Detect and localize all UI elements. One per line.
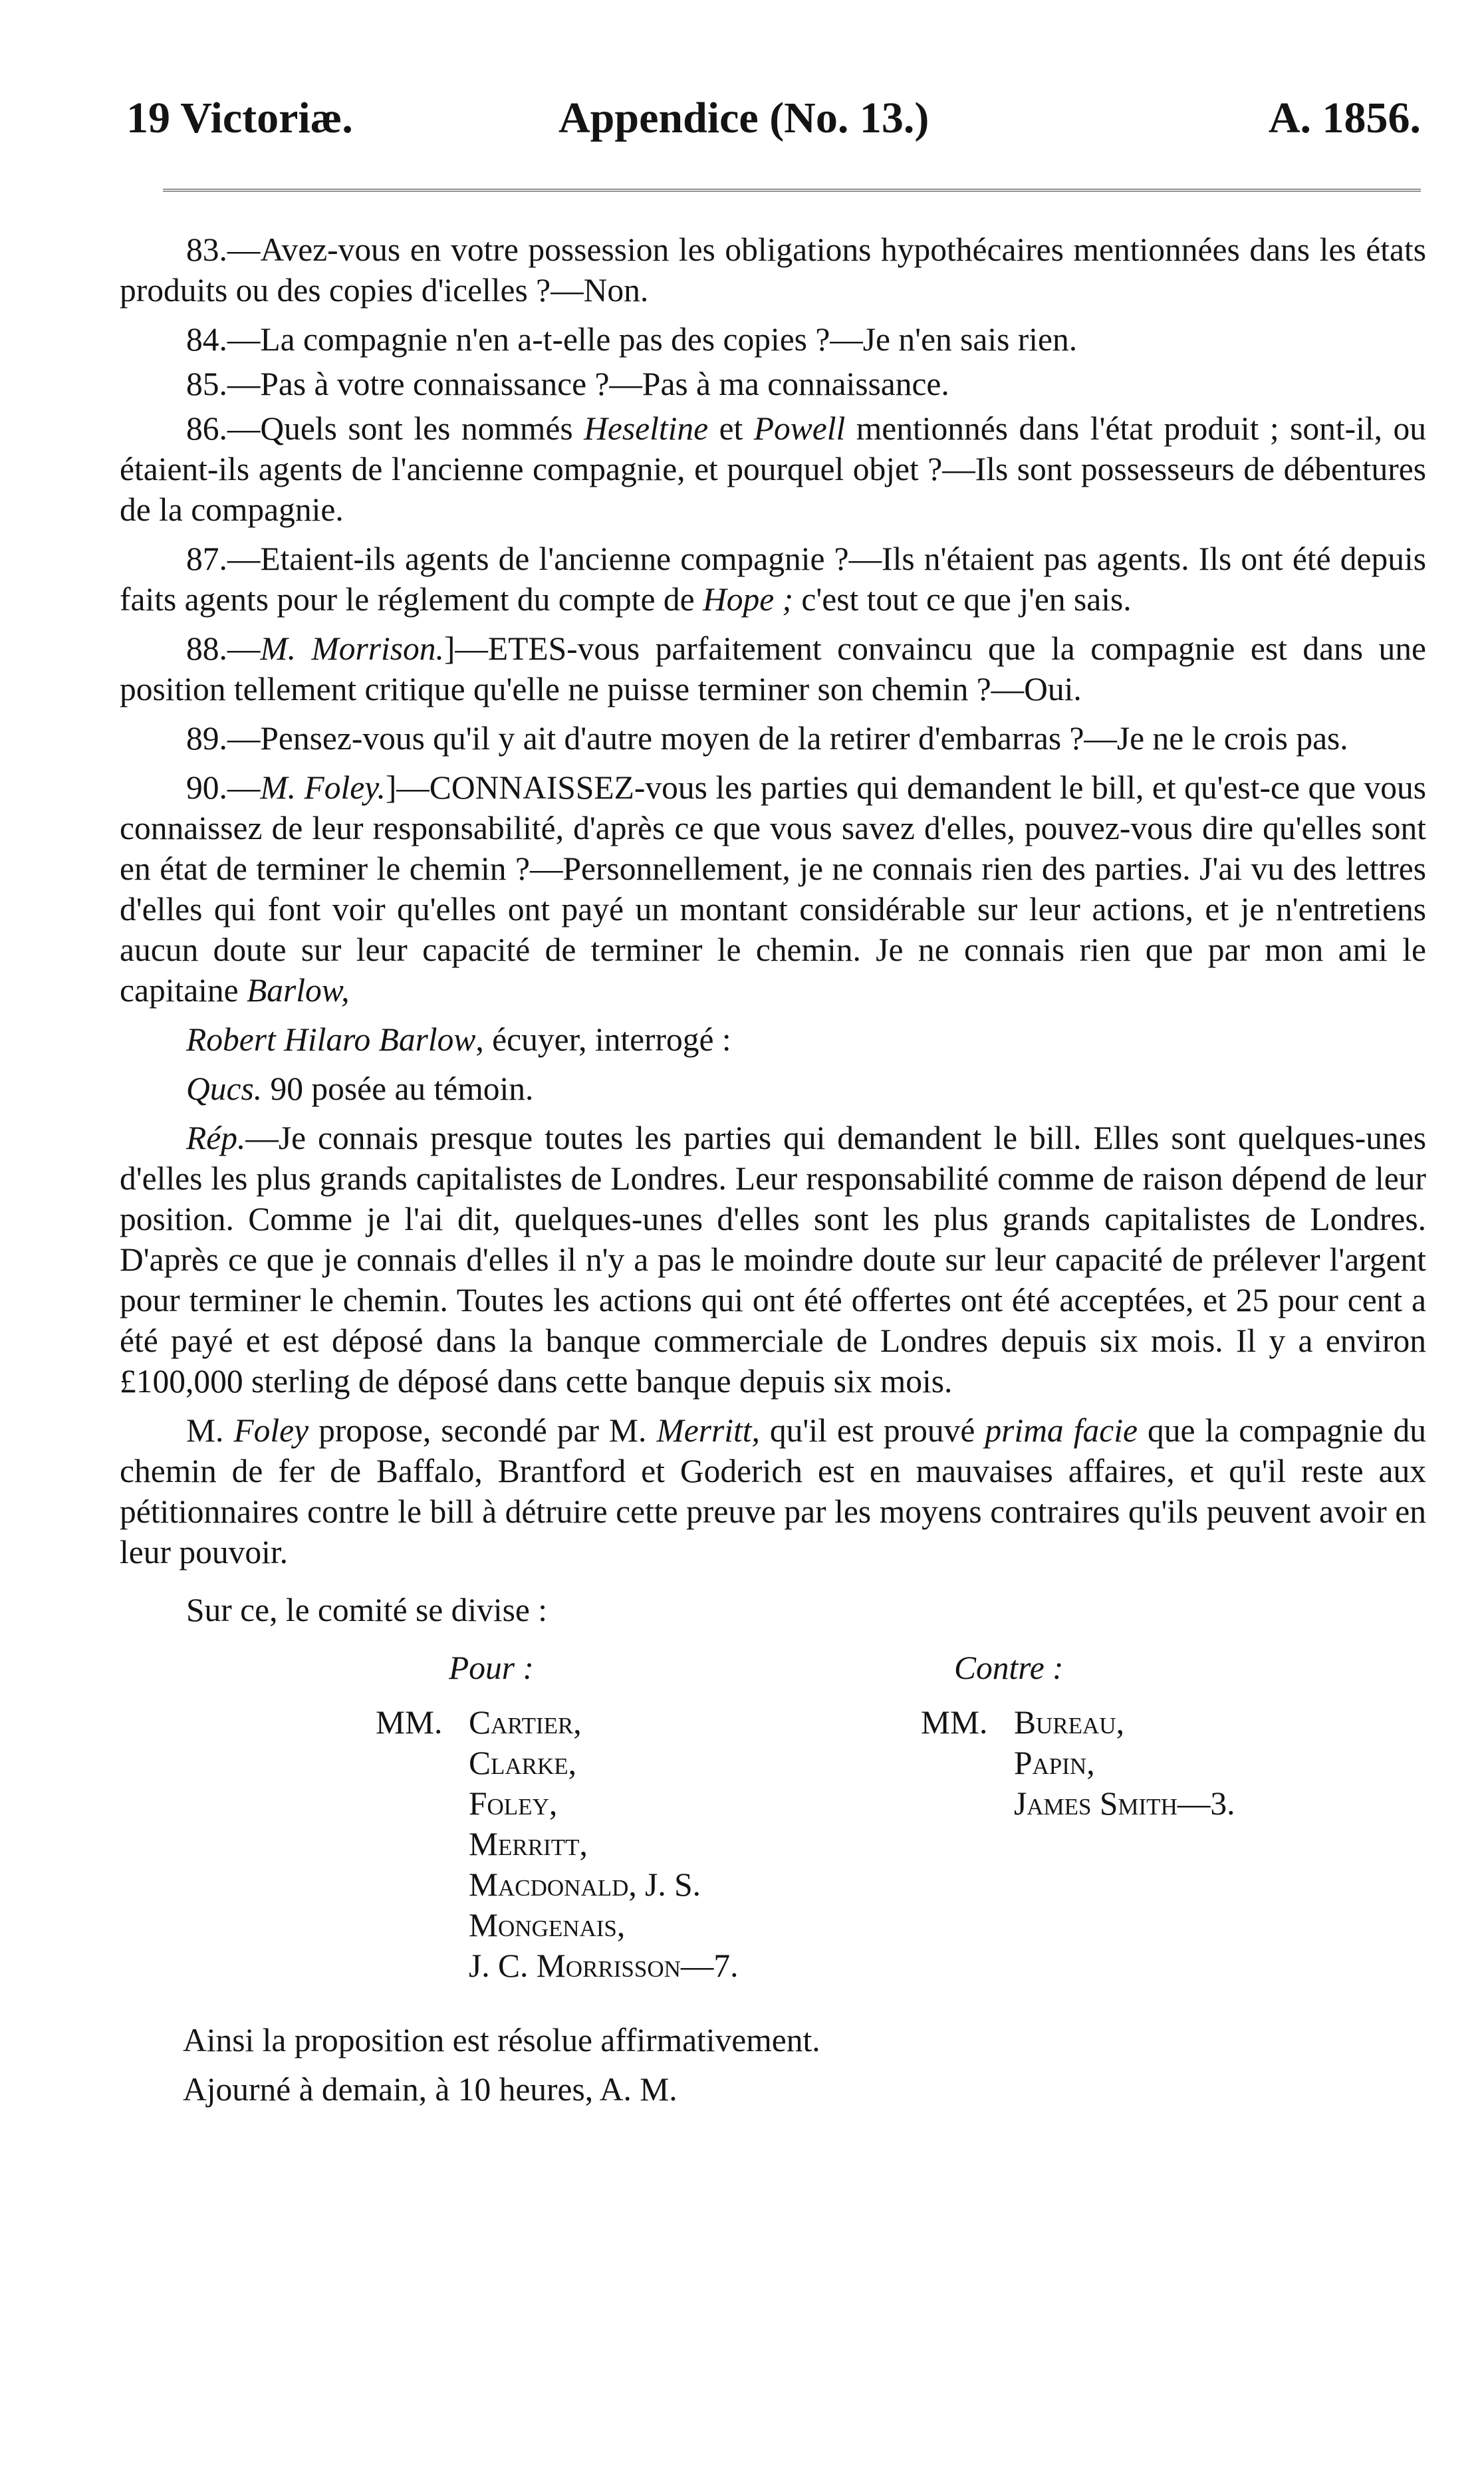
member-name: Mongenais, [469,1907,626,1943]
motion-text-1: M. [186,1412,234,1449]
witness-name: Robert Hilaro Barlow [186,1021,476,1058]
pour-member [376,1743,739,1783]
adjournment-line: Ajourné à demain, à 10 heures, A. M. [183,2071,678,2108]
member-name: Merritt, [469,1826,588,1862]
pour-member [376,1702,739,1743]
witness-line [120,1019,1426,1060]
resolution-line: Ainsi la proposition est résolue affirmativement. [183,2022,820,2058]
document-body [120,229,1426,2118]
p90-speaker: M. Foley. [260,769,386,806]
p86-name-powell: Powell [753,410,846,447]
p88-speaker: M. Morrison. [260,630,444,667]
paragraph-87 [120,539,1426,620]
question-line [120,1068,1426,1109]
contre-heading: Contre : [954,1650,1064,1686]
p88-text: ]—ETES-vous parfaitement convaincu que la compagnie est dans une position tellement critique qu'elle ne puisse terminer son chemin ?—Oui. [120,630,1427,707]
p88-number: 88.— [186,630,261,667]
motion-mover: Foley [233,1412,309,1449]
member-name: Macdonald, J. S. [469,1866,701,1903]
paragraph-88 [120,628,1426,709]
pour-member [376,1824,739,1864]
paragraph-83: 83.—Avez-vous en votre possession les obligations hypothécaires mentionnées dans les états produits ou des copies d'icelles ?—Non. [120,231,1426,309]
header-rule [163,189,1421,194]
pour-member [376,1945,739,1986]
paragraph-86 [120,408,1426,530]
motion-prima-facie: prima facie [985,1412,1138,1449]
header-appendix: Appendice (No. 13.) [558,94,929,142]
page-header [126,93,1421,146]
motion-paragraph [120,1410,1426,1572]
members-prefix: MM. [376,1704,443,1741]
paragraph-84: 84.—La compagnie n'en a-t-elle pas des copies ?—Je n'en sais rien. [186,321,1078,358]
division-line: Sur ce, le comité se divise : [186,1592,547,1628]
header-session: 19 Victoriæ. [126,94,353,142]
pour-member [376,1864,739,1905]
motion-text-4: que la compagnie du chemin de fer de Baffalo, Brantford et Goderich est en mauvaises affaires, et qu'il reste aux pétitionnaires contre le bill à détruire cette preuve par les moyens contraires qu'ils peuvent avoir en leur pouvoir. [120,1412,1426,1570]
paragraph-89: 89.—Pensez-vous qu'il y ait d'autre moyen de la retirer d'embarras ?—Je ne le crois pas. [186,720,1348,757]
question-label: Qucs. [186,1070,263,1107]
p86-text-3: mentionnés dans l'état produit ; sont-il, ou étaient-ils agents de l'ancienne compagnie, et pourquel objet ?—Ils sont possesseurs de débentures de la compagnie. [120,410,1426,528]
p87-text-1: 87.—Etaient-ils agents de l'ancienne compagnie ?—Ils n'étaient pas agents. Ils ont été depuis faits agents pour le réglement du compte de [120,541,1426,618]
p86-text-1: 86.—Quels sont les nommés [186,410,584,447]
member-name: James Smith—3. [1014,1785,1235,1822]
p90-name-barlow: Barlow, [247,972,350,1009]
motion-text-2: propose, secondé par M. [309,1412,657,1449]
p86-text-2: et [708,410,754,447]
paragraph-90 [120,767,1426,1011]
motion-text-3: qu'il est prouvé [759,1412,985,1449]
witness-text: , écuyer, interrogé : [475,1021,731,1058]
member-name: J. C. Morrisson—7. [469,1947,739,1984]
contre-list [921,1702,1235,1824]
p87-name-hope: Hope ; [702,581,794,618]
pour-list [376,1702,739,1986]
member-name: Cartier, [469,1704,582,1741]
vote-division [120,1648,1426,2020]
members-prefix: MM. [921,1704,988,1741]
paragraph-85: 85.—Pas à votre connaissance ?—Pas à ma connaissance. [186,366,949,402]
p90-number: 90.— [186,769,261,806]
member-name: Foley, [469,1785,558,1822]
pour-member [376,1783,739,1824]
contre-member [921,1743,1235,1783]
member-name: Bureau, [1014,1704,1124,1741]
contre-member [921,1783,1235,1824]
reply-paragraph [120,1118,1426,1402]
closing-section [120,2020,1426,2110]
p87-text-2: c'est tout ce que j'en sais. [793,581,1132,618]
pour-heading: Pour : [449,1650,534,1686]
member-name: Clarke, [469,1745,577,1781]
header-year: A. 1856. [1268,94,1421,142]
contre-member [921,1702,1235,1743]
reply-label: Rép. [186,1120,246,1156]
member-name: Papin, [1014,1745,1095,1781]
motion-seconder: Merritt, [656,1412,760,1449]
p86-name-heseltine: Heseltine [584,410,709,447]
pour-member [376,1905,739,1945]
reply-text: —Je connais presque toutes les parties qui demandent le bill. Elles sont quelques-unes d'elles les plus grands capitalistes de Londres. Leur responsabilité comme de raison dépend de leur position. Comme je l'ai dit, quelques-unes d'elles sont les plus grands capitalistes de Londres. D'après ce que je connais d'elles il n'y a pas le moindre doute sur leur capacité de prélever l'argent pour terminer le chemin. Toutes les actions qui ont été offertes ont été acceptées, et 25 pour cent a été payé et est déposé dans la banque commerciale de Londres depuis six mois. Il y a environ £100,000 sterling de déposé dans cette banque depuis six mois. [120,1120,1426,1400]
p90-text: ]—CONNAISSEZ-vous les parties qui demandent le bill, et qu'est-ce que vous connaissez de leur responsabilité, d'après ce que vous savez d'elles, pouvez-vous dire qu'elles sont en état de terminer le chemin ?—Personnellement, je ne connais rien des parties. J'ai vu des lettres d'elles qui font voir qu'elles ont payé un montant considérable sur leur actions, et je n'entretiens aucun doute sur leur capacité de terminer le chemin. Je ne connais rien que par mon ami le capitaine [120,769,1426,1009]
question-text: 90 posée au témoin. [262,1070,534,1107]
